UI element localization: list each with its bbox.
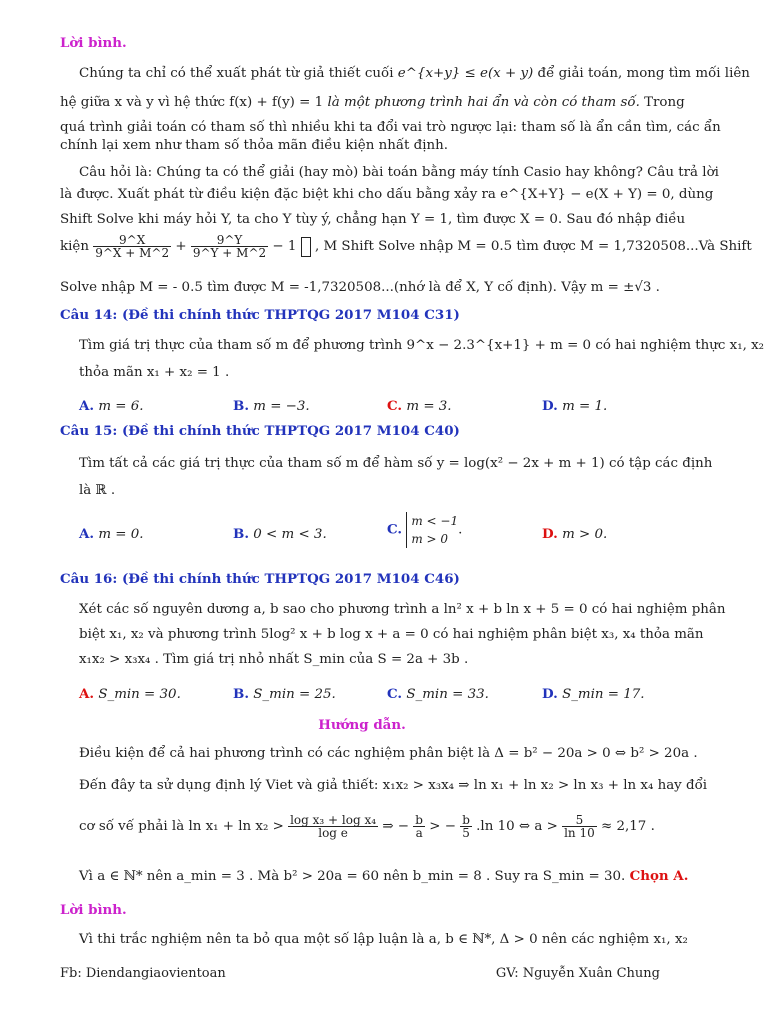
label: D.: [542, 398, 558, 414]
p1-line-3: quá trình giải toán có tham số thì nhiều khi ta đổi vai trò ngược lại: tham số là ẩn cần tìm, các ẩn: [60, 120, 721, 135]
q15-option-d: [542, 526, 607, 542]
value: m > 0.: [562, 527, 608, 542]
q14-line-2: thỏa mãn x₁ + x₂ = 1 .: [79, 365, 230, 380]
p1-line-2: [60, 96, 685, 109]
guide-line-2: Đến đây ta sử dụng định lý Viet và giả thiết: x₁x₂ > x₃x₄ ⇒ ln x₁ + ln x₂ > ln x₃ + ln x₄ hay đổi: [79, 778, 708, 793]
text: .ln 10 ⇔ a >: [476, 819, 558, 834]
q16-option-d: [542, 686, 645, 702]
fraction: [191, 234, 268, 259]
value: S_min = 30.: [98, 687, 181, 702]
text: Vì a ∈ ℕ* nên a_min = 3 . Mà b² > 20a = 60 nên b_min = 8 . Suy ra S_min = 30.: [79, 869, 626, 884]
q14-option-a: [79, 398, 144, 414]
guide-line-4: [79, 870, 688, 883]
label: C.: [387, 398, 403, 414]
italic-text: là một phương trình hai ẩn và còn có tham số.: [327, 95, 640, 110]
denominator: a: [415, 826, 423, 840]
label: D.: [542, 526, 558, 542]
p2-line-2: là được. Xuất phát từ điều kiện đặc biệt khi cho dấu bằng xảy ra e^{X+Y} − e(X + Y) = 0, dùng: [60, 187, 714, 202]
q15-line-2: là ℝ .: [79, 483, 116, 498]
numerator: 9^X: [93, 234, 171, 247]
footer-left: Fb: Diendangiaovientoan: [60, 966, 226, 981]
fraction: [460, 814, 472, 839]
math: e^{x+y} ≤ e(x + y): [397, 66, 534, 81]
q16-title: Câu 16: (Đề thi chính thức THPTQG 2017 M104 C46): [60, 571, 460, 587]
numerator: 5: [562, 814, 597, 827]
value: m = 6.: [98, 399, 144, 414]
p2-line-1: Câu hỏi là: Chúng ta có thể giải (hay mò) bài toán bằng máy tính Casio hay không? Câu trả lời: [79, 165, 719, 180]
q14-title: Câu 14: (Đề thi chính thức THPTQG 2017 M104 C31): [60, 307, 460, 323]
value: m = 0.: [98, 527, 144, 542]
value: S_min = 25.: [253, 687, 336, 702]
fraction: [288, 814, 378, 839]
guide-line-1: Điều kiện để cả hai phương trình có các nghiệm phân biệt là Δ = b² − 20a > 0 ⇔ b² > 20a .: [79, 746, 698, 761]
q16-line-2: biệt x₁, x₂ và phương trình 5log² x + b log x + a = 0 có hai nghiệm phân biệt x₃, x₄ thỏa mãn: [79, 627, 704, 642]
text: Chúng ta chỉ có thể xuất phát từ giả thiết cuối: [79, 66, 394, 81]
denominator: 5: [462, 826, 470, 840]
value: m = −3.: [253, 399, 310, 414]
label: C.: [387, 521, 403, 538]
label: C.: [387, 686, 403, 702]
p2-line-5: Solve nhập M = - 0.5 tìm được M = -1,7320508...(nhớ là để X, Y cố định). Vậy m = ±√3 .: [60, 280, 660, 295]
label: A.: [79, 398, 95, 414]
q15-title: Câu 15: (Đề thi chính thức THPTQG 2017 M104 C40): [60, 423, 460, 439]
p1-line-1: [79, 67, 750, 80]
numerator: log x₃ + log x₄: [290, 813, 377, 827]
fraction: [562, 814, 597, 839]
q16-option-c: [387, 686, 489, 702]
text: , M Shift Solve nhập M = 0.5 tìm được M = 1,7320508...Và Shift: [314, 239, 752, 254]
q16-option-a: [79, 686, 181, 702]
last-line: Vì thi trắc nghiệm nên ta bỏ qua một số lập luận là a, b ∈ ℕ*, Δ > 0 nên các nghiệm x₁, x₂: [79, 932, 688, 947]
denominator: log e: [318, 826, 348, 840]
footer-right: GV: Nguyễn Xuân Chung: [495, 966, 660, 981]
label: A.: [79, 686, 95, 702]
brace-system: [406, 512, 458, 548]
numerator: b: [462, 813, 470, 827]
comment-heading: Lời bình.: [60, 35, 127, 51]
fraction: [413, 814, 425, 839]
text: ⇒ −: [382, 819, 410, 834]
text: Trong: [644, 95, 685, 110]
p1-line-4: chính lại xem như tham số thỏa mãn điều kiện nhất định.: [60, 138, 449, 153]
case-1: m < −1: [411, 514, 459, 528]
text: hệ giữa x và y vì hệ thức f(x) + f(y) = 1: [60, 95, 324, 110]
text: cơ số vế phải là ln x₁ + ln x₂ >: [79, 819, 284, 834]
text: ≈ 2,17 .: [601, 819, 655, 834]
text: để giải toán, mong tìm mối liên: [537, 66, 750, 81]
value: 0 < m < 3.: [253, 527, 327, 542]
denominator: ln 10: [564, 826, 595, 840]
q15-option-b: [233, 526, 327, 542]
label: A.: [79, 526, 95, 542]
q14-line-1: Tìm giá trị thực của tham số m để phương trình 9^x − 2.3^{x+1} + m = 0 có hai nghiệm thực x₁, x₂: [79, 338, 764, 353]
p2-line-3: Shift Solve khi máy hỏi Y, ta cho Y tùy ý, chẳng hạn Y = 1, tìm được X = 0. Sau đó nhập điều: [60, 212, 686, 227]
q14-option-b: [233, 398, 310, 414]
value: S_min = 17.: [562, 687, 645, 702]
label: B.: [233, 398, 249, 414]
label: D.: [542, 686, 558, 702]
q16-line-3: x₁x₂ > x₃x₄ . Tìm giá trị nhỏ nhất S_min của S = 2a + 3b .: [79, 652, 469, 667]
answer-choice: Chọn A.: [629, 868, 689, 884]
value: m = 1.: [562, 399, 608, 414]
q14-option-d: [542, 398, 607, 414]
p2-line-4: kiện $\frac{9\^{}X}{9\^{}X + M\^{}2}$ + $\frac{9\^{}Y}{9\^{}Y + M\^{}2}$ − 1 , M Shift Solve nhập M = 0.5 tìm được M = 1,7320508...Và Shift: [60, 233, 752, 260]
value: S_min = 33.: [406, 687, 489, 702]
guide-line-3: [79, 814, 655, 839]
denominator: 9^X + M^2: [95, 246, 170, 260]
text: kiện: [60, 239, 89, 254]
text: > −: [429, 819, 456, 834]
fraction: [93, 234, 171, 259]
label: B.: [233, 526, 249, 542]
value: .: [458, 522, 463, 538]
q15-line-1: Tìm tất cả các giá trị thực của tham số m để hàm số y = log(x² − 2x + m + 1) có tập các định: [79, 456, 713, 471]
guide-heading: Hướng dẫn.: [318, 717, 406, 733]
q14-option-c: [387, 398, 452, 414]
comment-heading-2: Lời bình.: [60, 902, 127, 918]
q16-option-b: [233, 686, 336, 702]
label: B.: [233, 686, 249, 702]
text: − 1: [272, 239, 297, 254]
numerator: b: [415, 813, 423, 827]
numerator: 9^Y: [191, 234, 268, 247]
cursor-box: [301, 237, 311, 257]
case-2: m > 0: [411, 532, 449, 546]
q16-line-1: Xét các số nguyên dương a, b sao cho phương trình a ln² x + b ln x + 5 = 0 có hai nghiệm phân: [79, 602, 726, 617]
q15-option-c: [387, 512, 462, 548]
value: m = 3.: [406, 399, 452, 414]
denominator: 9^Y + M^2: [192, 246, 267, 260]
q15-option-a: [79, 526, 144, 542]
